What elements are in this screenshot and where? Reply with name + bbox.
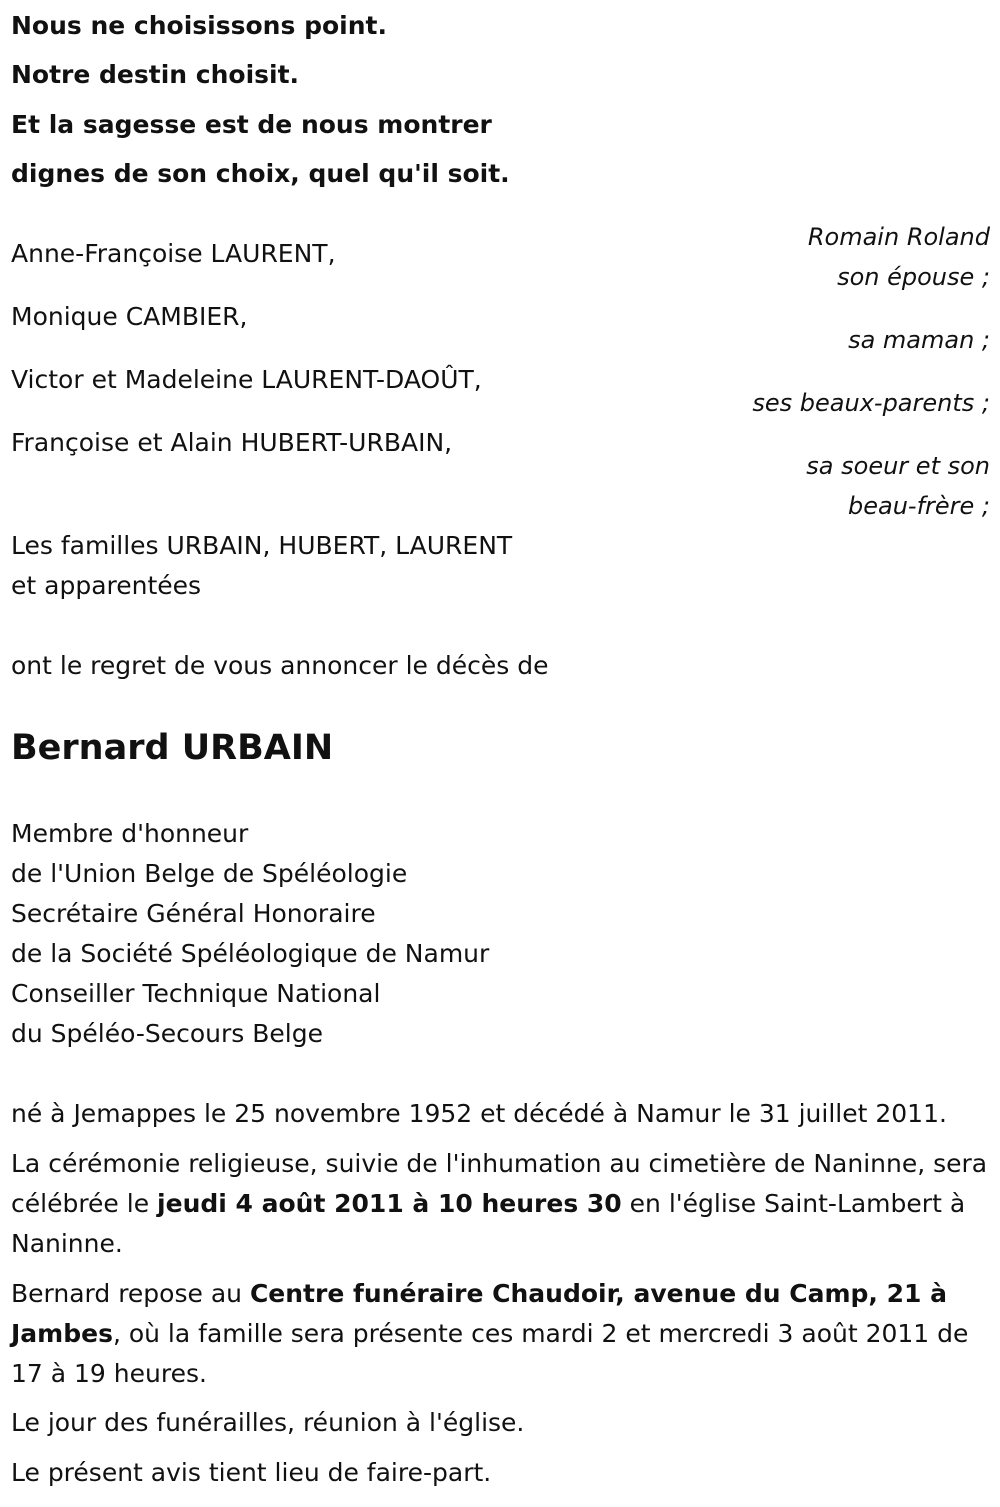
repose-location: Centre funéraire Chaudoir, avenue du Camp, 21 à Jambes [11, 1279, 947, 1348]
family-name-3: Victor et Madeleine LAURENT-DAOÛT, [11, 365, 482, 394]
ceremony-text-before: La cérémonie religieuse, suivie de l'inhumation au cimetière de Naninne, sera célébrée le [11, 1149, 988, 1218]
families-line-2: et apparentées [11, 571, 202, 600]
family-relation-4b: beau-frère ; [847, 492, 990, 520]
quote-author: Romain Roland [807, 223, 990, 251]
funeral-day-text: Le jour des funérailles, réunion à l'église. [11, 1408, 525, 1437]
family-relation-1: son épouse ; [837, 263, 990, 291]
family-name-4: Françoise et Alain HUBERT-URBAIN, [11, 428, 453, 457]
family-name-2: Monique CAMBIER, [11, 302, 248, 331]
ceremony-datetime: jeudi 4 août 2011 à 10 heures 30 [157, 1189, 622, 1218]
title-line-3: Secrétaire Général Honoraire [11, 899, 376, 928]
quote-line-3: Et la sagesse est de nous montrer [11, 110, 492, 139]
family-relation-3: ses beaux-parents ; [752, 389, 990, 417]
title-line-4: de la Société Spéléologique de Namur [11, 939, 490, 968]
family-relation-2: sa maman ; [848, 326, 990, 354]
quote-line-1: Nous ne choisissons point. [11, 11, 387, 40]
families-line-1: Les familles URBAIN, HUBERT, LAURENT [11, 531, 513, 560]
deceased-name: Bernard URBAIN [11, 728, 334, 768]
ceremony-text-after: en l'église Saint-Lambert à Naninne. [11, 1189, 966, 1258]
title-line-6: du Spéléo-Secours Belge [11, 1019, 323, 1048]
notice-text: Le présent avis tient lieu de faire-part. [11, 1458, 492, 1487]
title-line-5: Conseiller Technique National [11, 979, 381, 1008]
repose-text-after: , où la famille sera présente ces mardi 2 et mercredi 3 août 2011 de 17 à 19 heures. [11, 1319, 969, 1388]
family-relation-4a: sa soeur et son [806, 452, 990, 480]
ceremony-paragraph [11, 1144, 991, 1264]
announce-text: ont le regret de vous annoncer le décès de [11, 651, 549, 680]
family-name-1: Anne-Françoise LAURENT, [11, 239, 336, 268]
repose-paragraph [11, 1274, 991, 1394]
title-line-1: Membre d'honneur [11, 819, 249, 848]
quote-line-2: Notre destin choisit. [11, 60, 300, 89]
repose-text-before: Bernard repose au [11, 1279, 250, 1308]
birth-death-text: né à Jemappes le 25 novembre 1952 et décédé à Namur le 31 juillet 2011. [11, 1099, 947, 1128]
title-line-2: de l'Union Belge de Spéléologie [11, 859, 408, 888]
quote-line-4: dignes de son choix, quel qu'il soit. [11, 159, 510, 188]
